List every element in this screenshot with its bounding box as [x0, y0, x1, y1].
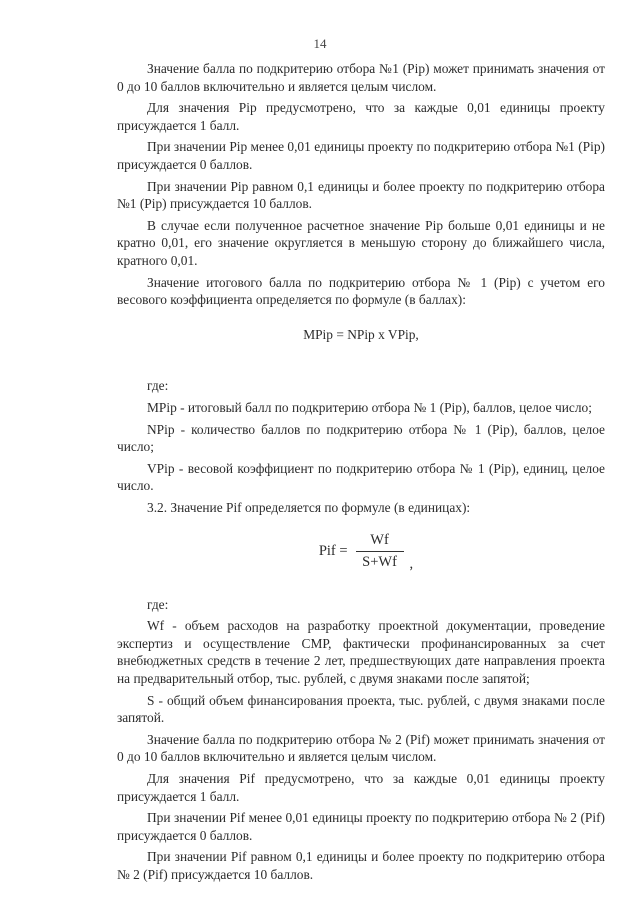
paragraph: Для значения Pif предусмотрено, что за каждые 0,01 единицы проекту присуждается 1 балл. — [117, 771, 605, 804]
formula-pif — [127, 532, 605, 571]
paragraph: При значении Pip равном 0,1 единицы и более проекту по подкритерию отбора №1 (Pip) присуждается 10 баллов. — [117, 178, 605, 212]
where-label: где: — [147, 596, 169, 612]
definition-item: Wf - объем расходов на разработку проектной документации, проведение экспертиз и осуществление СМР, фактически профинансированных за счет внебюджетных средств в течение 2 лет, предшествующих дате направления проекта на предварительный отбор, тыс. рублей, с двумя знаками после запятой; — [117, 618, 605, 687]
formula-lhs: Pif = — [318, 543, 348, 560]
fraction-numerator: Wf — [370, 532, 389, 549]
definition-item: MPip - итоговый балл по подкритерию отбора № 1 (Pip), баллов, целое число; — [147, 399, 592, 415]
formula-tail: , — [409, 556, 414, 573]
page-number: 14 — [313, 36, 327, 51]
paragraph: Значение балла по подкритерию отбора № 2 (Pif) может принимать значения от 0 до 10 баллов включительно и является целым числом. — [117, 731, 605, 765]
paragraph: При значении Pif менее 0,01 единицы проекту по подкритерию отбора № 2 (Pif) присуждается 0 баллов. — [117, 810, 605, 843]
fraction — [356, 532, 404, 571]
paragraph: При значении Pif равном 0,1 единицы и более проекту по подкритерию отбора № 2 (Pif) присуждается 10 баллов. — [117, 849, 605, 882]
paragraph: В случае если полученное расчетное значение Pip больше 0,01 единицы и не кратно 0,01, его значение округляется в меньшую сторону до ближайшего числа, кратного 0,01. — [117, 217, 605, 268]
section-heading: 3.2. Значение Pif определяется по формуле (в единицах): — [147, 499, 471, 515]
fraction-denominator: S+Wf — [362, 554, 397, 571]
paragraph: Для значения Pip предусмотрено, что за каждые 0,01 единицы проекту присуждается 1 балл. — [117, 100, 605, 133]
definition-item: NPip - количество баллов по подкритерию отбора № 1 (Pip), баллов, целое число; — [117, 421, 605, 455]
formula-mpip: MPip = NPip x VPip, — [303, 326, 419, 342]
paragraph: При значении Pip менее 0,01 единицы проекту по подкритерию отбора №1 (Pip) присуждается 0 баллов. — [117, 139, 605, 172]
paragraph: Значение балла по подкритерию отбора №1 (Pip) может принимать значения от 0 до 10 баллов включительно и является целым числом. — [117, 61, 605, 94]
document-body — [117, 60, 605, 888]
where-label: где: — [147, 378, 169, 394]
definition-item: S - общий объем финансирования проекта, тыс. рублей, с двумя знаками после запятой. — [117, 692, 605, 726]
definition-item: VPip - весовой коэффициент по подкритерию отбора № 1 (Pip), единиц, целое число. — [117, 460, 605, 494]
paragraph: Значение итогового балла по подкритерию отбора № 1 (Pip) с учетом его весового коэффициента определяется по формуле (в баллах): — [117, 274, 605, 308]
